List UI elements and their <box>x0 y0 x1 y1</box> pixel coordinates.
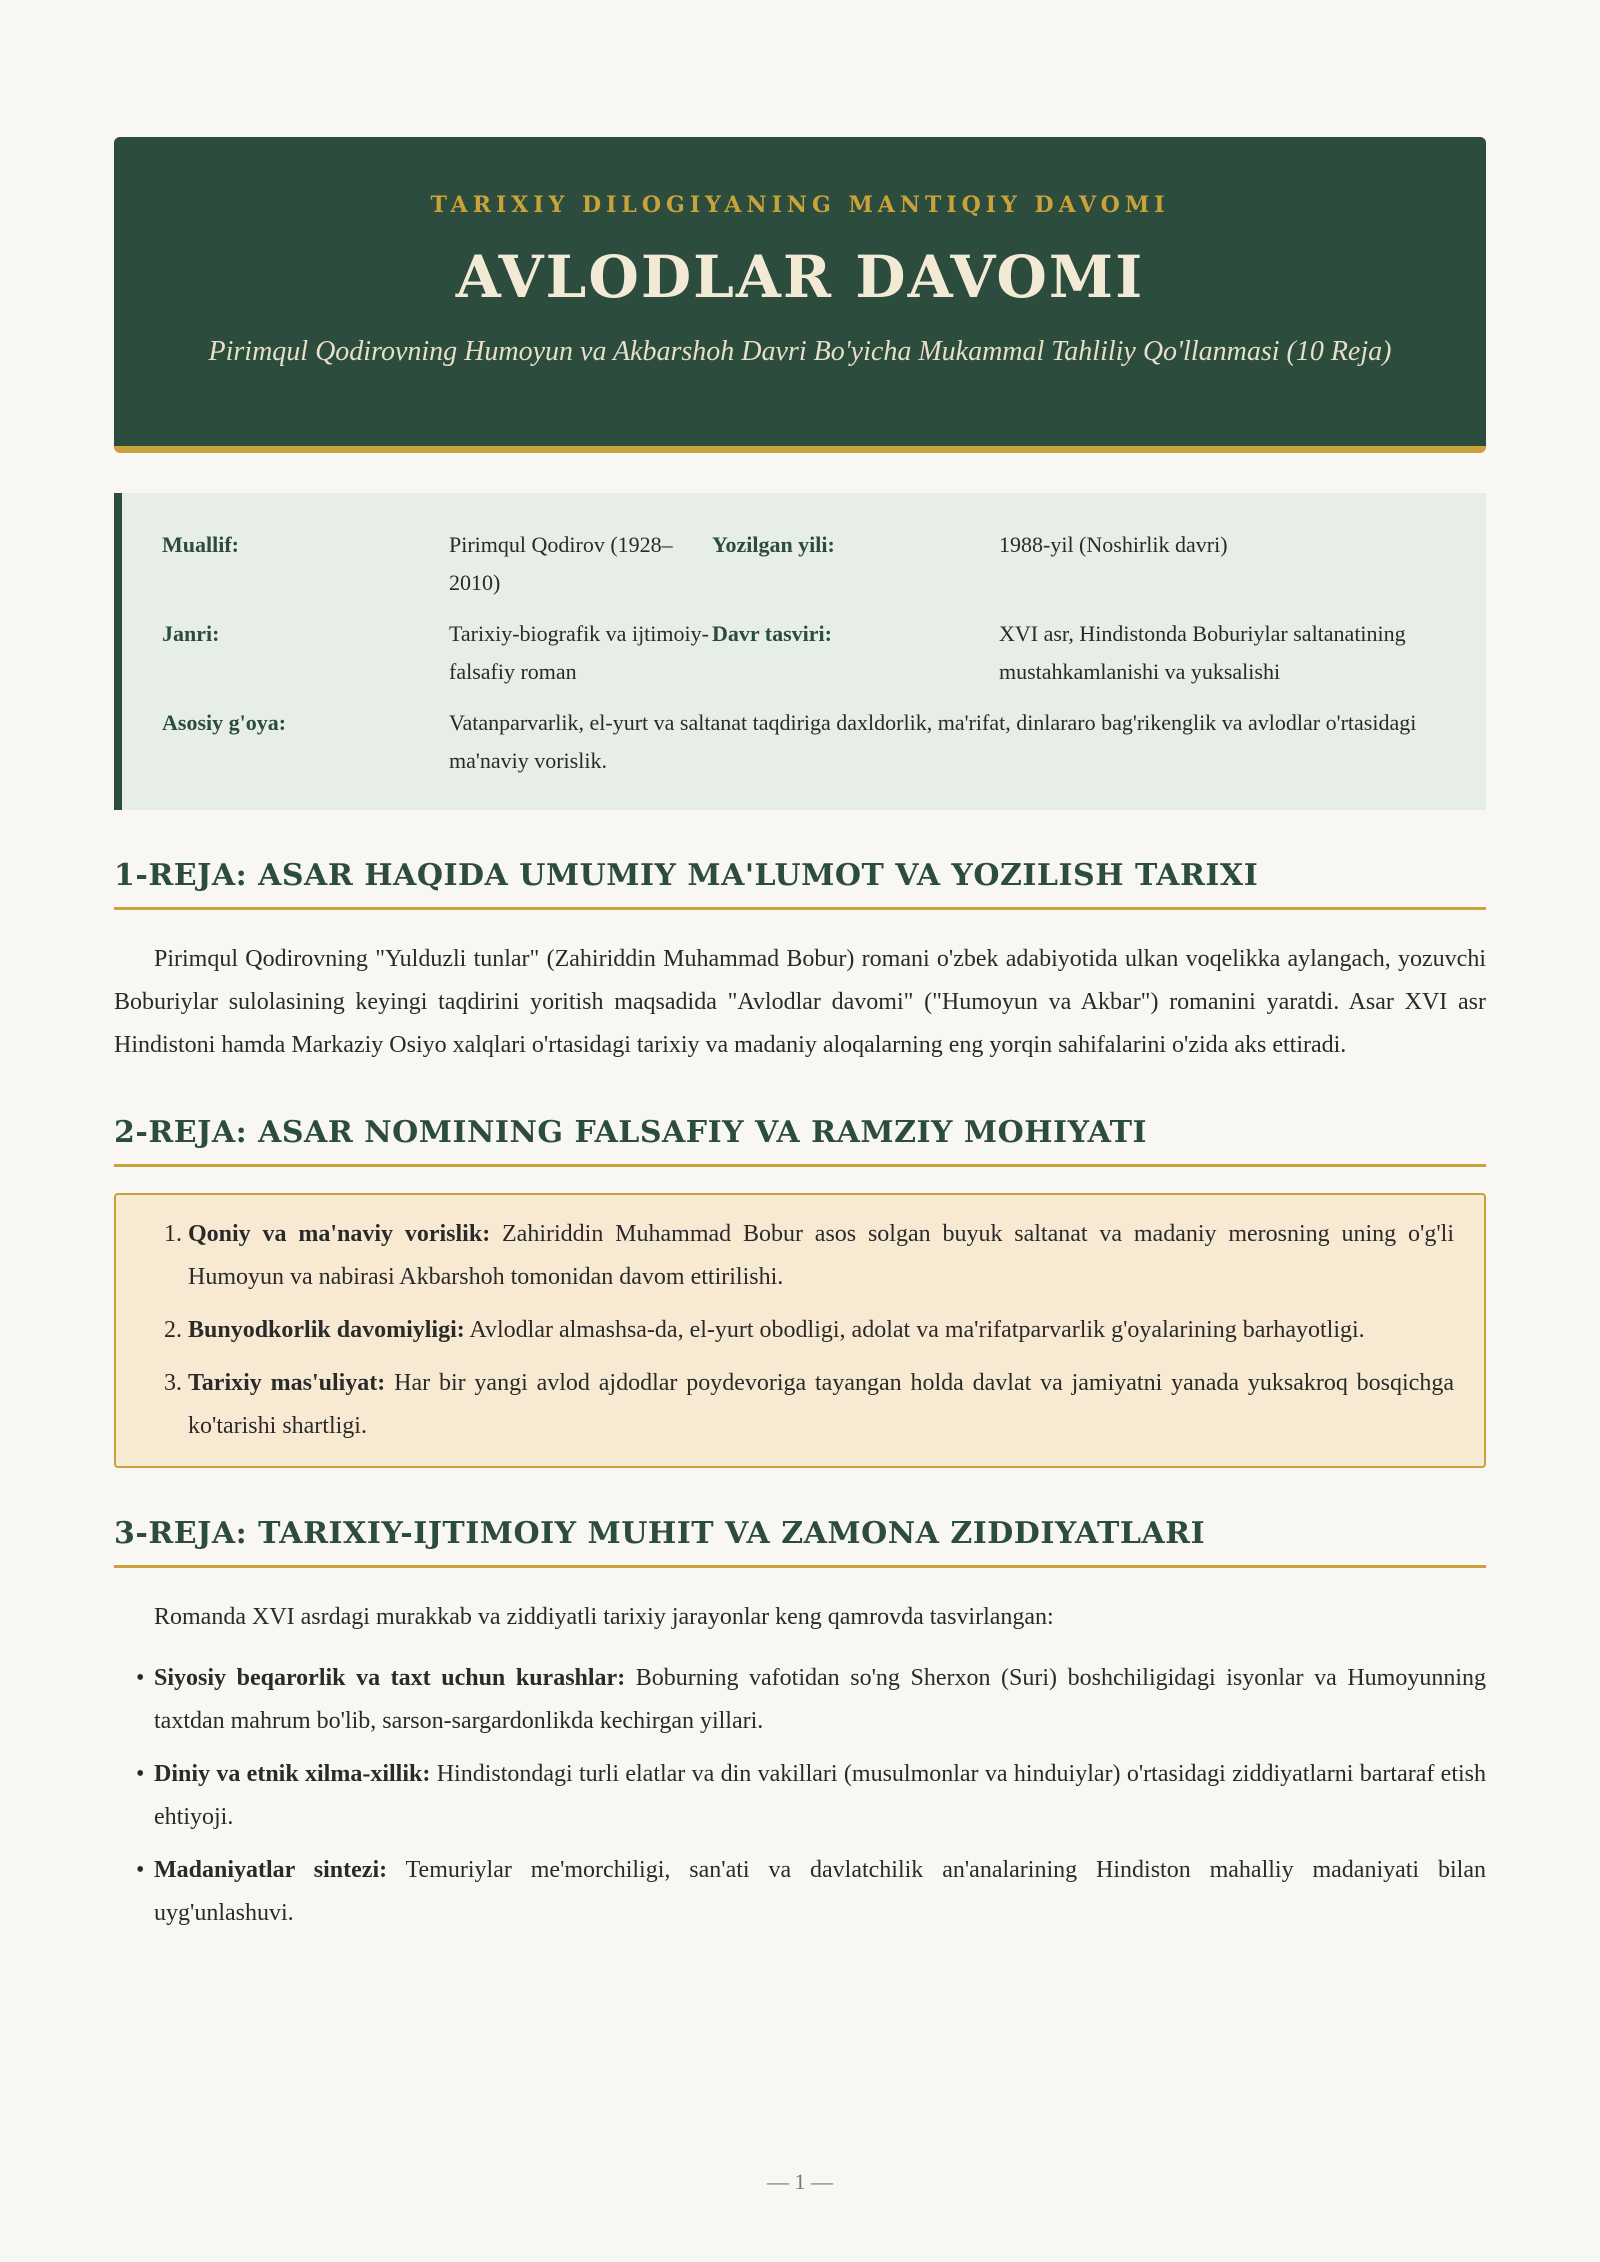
info-row <box>162 704 1446 780</box>
author-label: Muallif: <box>162 532 239 557</box>
section-3-intro: Romanda XVI asrdagi murakkab va ziddiyatli tarixiy jarayonlar keng qamrovda tasvirlangan: <box>154 1604 1054 1630</box>
section-2-heading: 2-REJA: ASAR NOMINING FALSAFIY VA RAMZIY MOHIYATI <box>114 1115 1486 1167</box>
bullet-icon: • <box>136 1665 145 1691</box>
bullet-item <box>114 1657 1486 1743</box>
list-item-text: Zahiriddin Muhammad Bobur asos solgan buyuk saltanat va madaniy merosning uning o'g'li Humoyun va nabirasi Akbarshoh tomonidan davom ettirilishi. <box>188 1221 1454 1290</box>
period-label: Davr tasviri: <box>712 621 832 646</box>
list-item-text: Avlodlar almashsa-da, el-yurt obodligi, adolat va ma'rifatparvarlik g'oyalarining barhayotligi. <box>464 1317 1365 1343</box>
bullet-icon: • <box>136 1761 145 1787</box>
genre-label: Janri: <box>162 621 220 646</box>
section-1-heading: 1-REJA: ASAR HAQIDA UMUMIY MA'LUMOT VA YOZILISH TARIXI <box>114 858 1486 910</box>
bullet-item <box>114 1753 1486 1839</box>
numbered-list <box>146 1213 1454 1448</box>
bullet-item-text: Temuriylar me'morchiligi, san'ati va davlatchilik an'analarining Hindiston mahalliy madaniyati bilan uyg'unlashuvi. <box>154 1857 1486 1926</box>
idea-label: Asosiy g'oya: <box>162 710 287 735</box>
genre-value: Tarixiy-biografik va ijtimoiy-falsafiy roman <box>449 621 709 684</box>
bullet-item-term: Madaniyatlar sintezi: <box>154 1857 388 1883</box>
bullet-list <box>114 1657 1486 1935</box>
bullet-item-term: Siyosiy beqarorlik va taxt uchun kurashlar: <box>154 1665 626 1691</box>
year-value: 1988-yil (Noshirlik davri) <box>999 532 1228 557</box>
list-item-term: Qoniy va ma'naviy vorislik: <box>188 1221 491 1247</box>
page-number: — 1 — <box>767 2169 833 2194</box>
page-content <box>114 137 1486 1945</box>
list-item <box>188 1213 1454 1299</box>
author-value: Pirimqul Qodirov (1928–2010) <box>449 532 673 595</box>
list-item <box>188 1362 1454 1448</box>
info-row <box>162 526 1446 602</box>
title-banner <box>114 137 1486 453</box>
year-label: Yozilgan yili: <box>712 532 835 557</box>
list-item-text: Har bir yangi avlod ajdodlar poydevoriga tayangan holda davlat va jamiyatni yanada yuksakroq bosqichga ko'tarishi shartligi. <box>188 1370 1454 1439</box>
period-value: XVI asr, Hindistonda Boburiylar saltanatining mustahkamlanishi va yuksalishi <box>999 621 1406 684</box>
banner-eyebrow: TARIXIY DILOGIYANING MANTIQIY DAVOMI <box>430 192 1170 218</box>
info-card <box>114 493 1486 810</box>
idea-value: Vatanparvarlik, el-yurt va saltanat taqdiriga daxldorlik, ma'rifat, dinlararo bag'rikenglik va avlodlar o'rtasidagi ma'naviy vorislik. <box>449 710 1417 773</box>
section-3-heading: 3-REJA: TARIXIY-IJTIMOIY MUHIT VA ZAMONA ZIDDIYATLARI <box>114 1516 1486 1568</box>
section-1-paragraph: Pirimqul Qodirovning "Yulduzli tunlar" (Zahiriddin Muhammad Bobur) romani o'zbek adabiyotida ulkan voqelikka aylangach, yozuvchi Boburiylar sulolasining keyingi taqdirini yoritish maqsadida "Avlodlar davomi" ("Humoyun va Akbar") romanini yaratdi. Asar XVI asr Hindistoni hamda Markaziy Osiyo xalqlari o'rtasidagi tarixiy va madaniy aloqalarning eng yorqin sahifalarini o'zida aks ettiradi. <box>114 946 1486 1058</box>
info-row <box>162 615 1446 691</box>
bullet-item <box>114 1849 1486 1935</box>
bullet-item-term: Diniy va etnik xilma-xillik: <box>154 1761 431 1787</box>
bullet-item-text: Boburning vafotidan so'ng Sherxon (Suri) boshchiligidagi isyonlar va Humoyunning taxtdan mahrum bo'lib, sarson-sargardonlikda kechirgan yillari. <box>154 1665 1486 1734</box>
list-item <box>188 1309 1454 1352</box>
bullet-item-text: Hindistondagi turli elatlar va din vakillari (musulmonlar va hinduiylar) o'rtasidagi ziddiyatlarni bartaraf etish ehtiyoji. <box>154 1761 1487 1830</box>
list-item-term: Bunyodkorlik davomiyligi: <box>188 1317 465 1343</box>
numbered-callout-box <box>114 1193 1486 1468</box>
list-item-term: Tarixiy mas'uliyat: <box>188 1370 386 1396</box>
document-subtitle: Pirimqul Qodirovning Humoyun va Akbarshoh Davri Bo'yicha Mukammal Tahliliy Qo'llanmasi (10 Reja) <box>208 335 1392 367</box>
document-title: AVLODLAR DAVOMI <box>455 243 1145 311</box>
bullet-icon: • <box>136 1857 145 1883</box>
